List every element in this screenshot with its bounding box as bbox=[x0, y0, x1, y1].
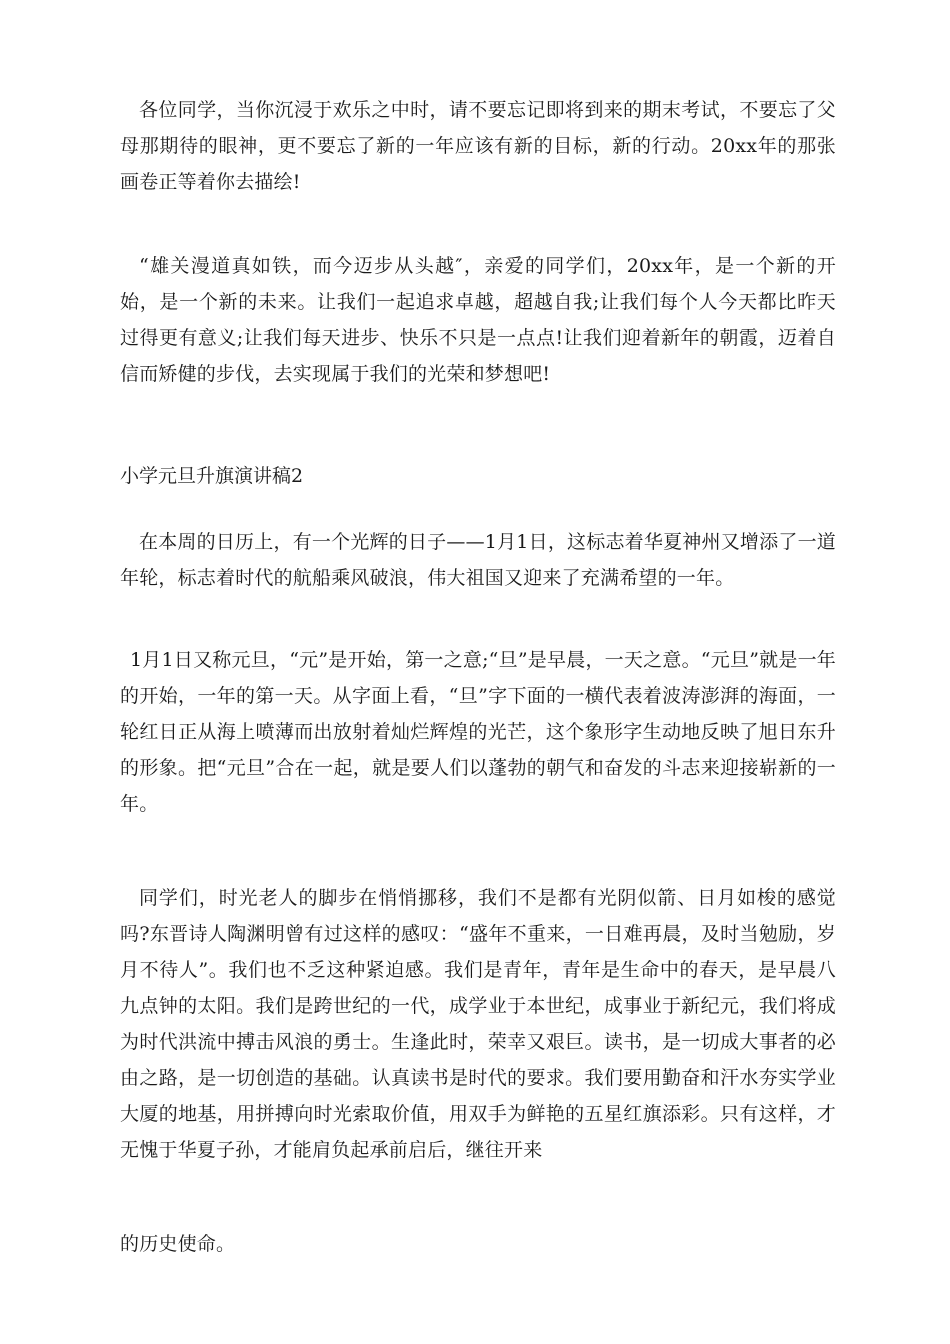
paragraph-time-passing: 同学们，时光老人的脚步在悄悄挪移，我们不是都有光阴似箭、日月如梭的感觉吗?东晋诗人陶渊明曾有过这样的感叹：“盛年不重来，一日难再晨，及时当勉励，岁月不待人”。我们也不乏这种紧迫感。我们是青年，青年是生命中的春天，是早晨八九点钟的太阳。我们是跨世纪的一代，成学业于本世纪，成事业于新纪元，我们将成为时代洪流中搏击风浪的勇士。生逢此时，荣幸又艰巨。读书，是一切成大事者的必由之路，是一切创造的基础。认真读书是时代的要求。我们要用勤奋和汗水夯实学业大厦的地基，用拼搏向时光索取价值，用双手为鲜艳的五星红旗添彩。只有这样，才无愧于华夏子孙，才能肩负起承前启后，继往开来 bbox=[120, 887, 836, 1161]
paragraph-new-year-call: “雄关漫道真如铁，而今迈步从头越″，亲爱的同学们，20xx年，是一个新的开始，是一个新的未来。让我们一起追求卓越，超越自我;让我们每个人今天都比昨天过得更有意义;让我们每天进步、快乐不只是一点点!让我们迎着新年的朝霞，迈着自信而矫健的步伐，去实现属于我们的光荣和梦想吧! bbox=[120, 255, 836, 385]
paragraph-yuandan-meaning: 1月1日又称元旦，“元”是开始，第一之意;“旦”是早晨，一天之意。“元旦”就是一年的开始，一年的第一天。从字面上看，“旦”字下面的一横代表着波涛澎湃的海面，一轮红日正从海上喷薄而出放射着灿烂辉煌的光芒，这个象形字生动地反映了旭日东升的形象。把“元旦”合在一起，就是要人们以蓬勃的朝气和奋发的斗志来迎接崭新的一年。 bbox=[120, 649, 836, 815]
paragraph-historic-mission: 的历史使命。 bbox=[120, 1233, 236, 1255]
section-title: 小学元旦升旗演讲稿2 bbox=[120, 465, 304, 487]
paragraph-calendar-day: 在本周的日历上，有一个光辉的日子——1月1日，这标志着华夏神州又增添了一道年轮，标志着时代的航船乘风破浪，伟大祖国又迎来了充满希望的一年。 bbox=[120, 531, 836, 589]
paragraph-exam-reminder: 各位同学，当你沉浸于欢乐之中时，请不要忘记即将到来的期末考试，不要忘了父母那期待的眼神，更不要忘了新的一年应该有新的目标，新的行动。20xx年的那张画卷正等着你去描绘! bbox=[120, 99, 836, 193]
